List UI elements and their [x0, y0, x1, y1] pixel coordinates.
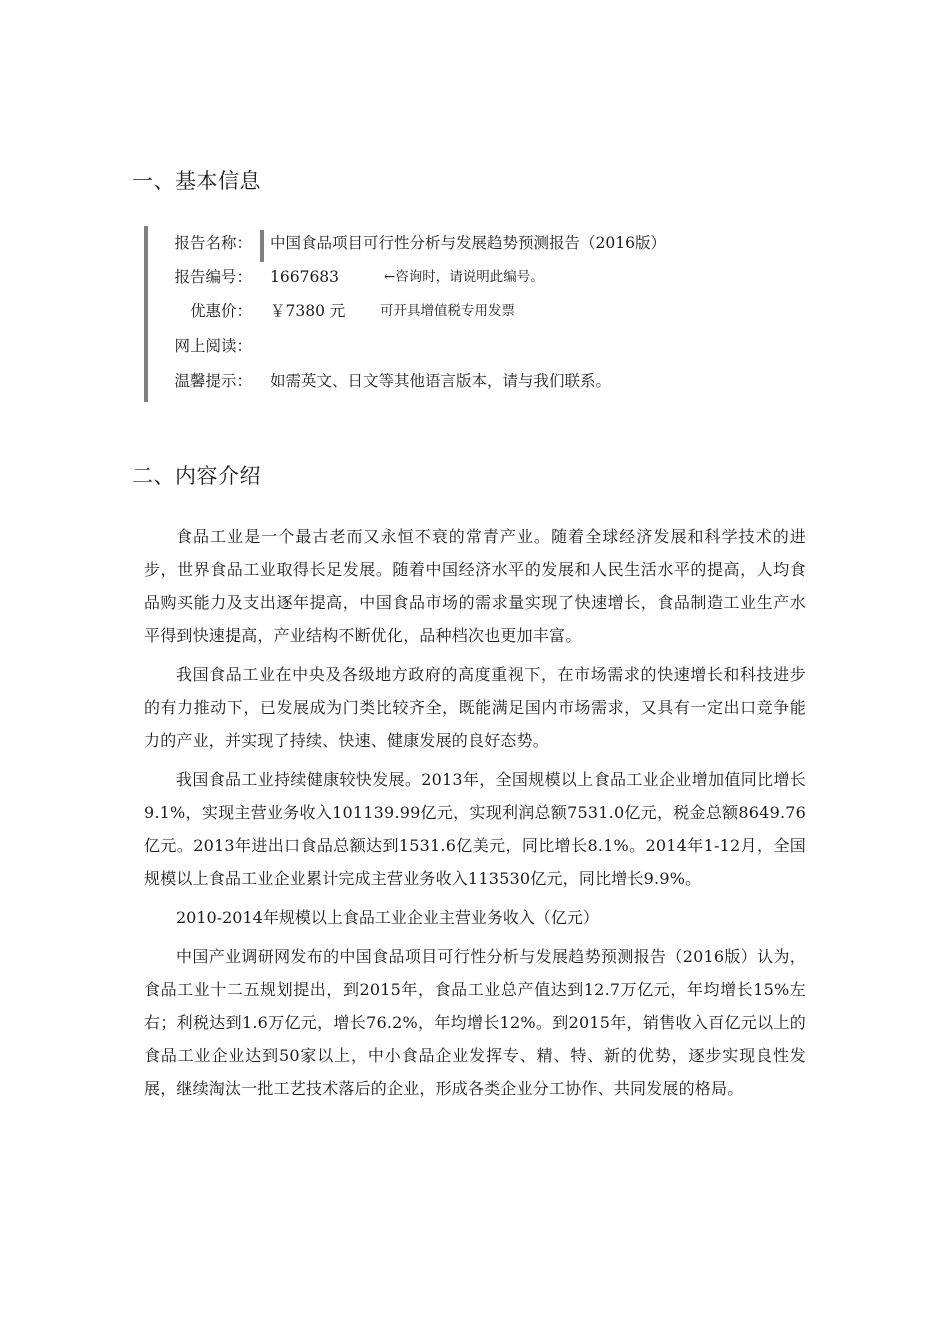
section-heading-content-intro: 二、内容介绍	[132, 464, 261, 488]
report-name-value: 中国食品项目可行性分析与发展趋势预测报告（2016版）	[270, 234, 666, 252]
report-number-label: 报告编号：	[174, 268, 252, 286]
section-heading-basic-info: 一、基本信息	[132, 169, 261, 193]
chart-caption: 2010-2014年规模以上食品工业企业主营业务收入（亿元）	[176, 908, 599, 927]
paragraph-1: 食品工业是一个最古老而又永恒不衰的常青产业。随着全球经济发展和科学技术的进步，世界食品工业取得长足发展。随着中国经济水平的发展和人民生活水平的提高，人均食品购买能力及支出逐年提高，中国食品市场的需求量实现了快速增长，食品制造工业生产水平得到快速提高，产业结构不断优化，品种档次也更加丰富。	[144, 527, 806, 645]
paragraph-3: 我国食品工业持续健康较快发展。2013年，全国规模以上食品工业企业增加值同比增长9.1%，实现主营业务收入101139.99亿元，实现利润总额7531.0亿元，税金总额8649.76亿元。2013年进出口食品总额达到1531.6亿美元，同比增长8.1%。2014年1-12月，全国规模以上食品工业企业累计完成主营业务收入113530亿元，同比增长9.9%。	[144, 770, 806, 888]
price-value: ￥7380 元	[270, 302, 346, 320]
report-info-block	[144, 226, 808, 402]
tip-value: 如需英文、日文等其他语言版本，请与我们联系。	[270, 372, 612, 390]
report-number-note: ←咨询时，请说明此编号。	[384, 269, 544, 285]
price-label: 优惠价：	[189, 302, 252, 320]
paragraph-2: 我国食品工业在中央及各级地方政府的高度重视下，在市场需求的快速增长和科技进步的有力推动下，已发展成为门类比较齐全，既能满足国内市场需求，又具有一定出口竞争能力的产业，并实现了持续、快速、健康发展的良好态势。	[144, 665, 806, 750]
invoice-note: 可开具增值税专用发票	[380, 303, 515, 319]
content-body	[144, 520, 806, 1111]
tip-label: 温馨提示：	[174, 372, 252, 390]
paragraph-4: 中国产业调研网发布的中国食品项目可行性分析与发展趋势预测报告（2016版）认为，食品工业十二五规划提出，到2015年，食品工业总产值达到12.7万亿元，年均增长15%左右；利税达到1.6万亿元，增长76.2%，年均增长12%。到2015年，销售收入百亿元以上的食品工业企业达到50家以上，中小食品企业发挥专、精、特、新的优势，逐步实现良性发展，继续淘汰一批工艺技术落后的企业，形成各类企业分工协作、共同发展的格局。	[144, 947, 806, 1098]
title-marker-bar	[260, 230, 264, 262]
report-name-label: 报告名称：	[174, 234, 252, 252]
report-number-value: 1667683	[270, 268, 340, 286]
online-reading-label: 网上阅读：	[174, 337, 252, 355]
